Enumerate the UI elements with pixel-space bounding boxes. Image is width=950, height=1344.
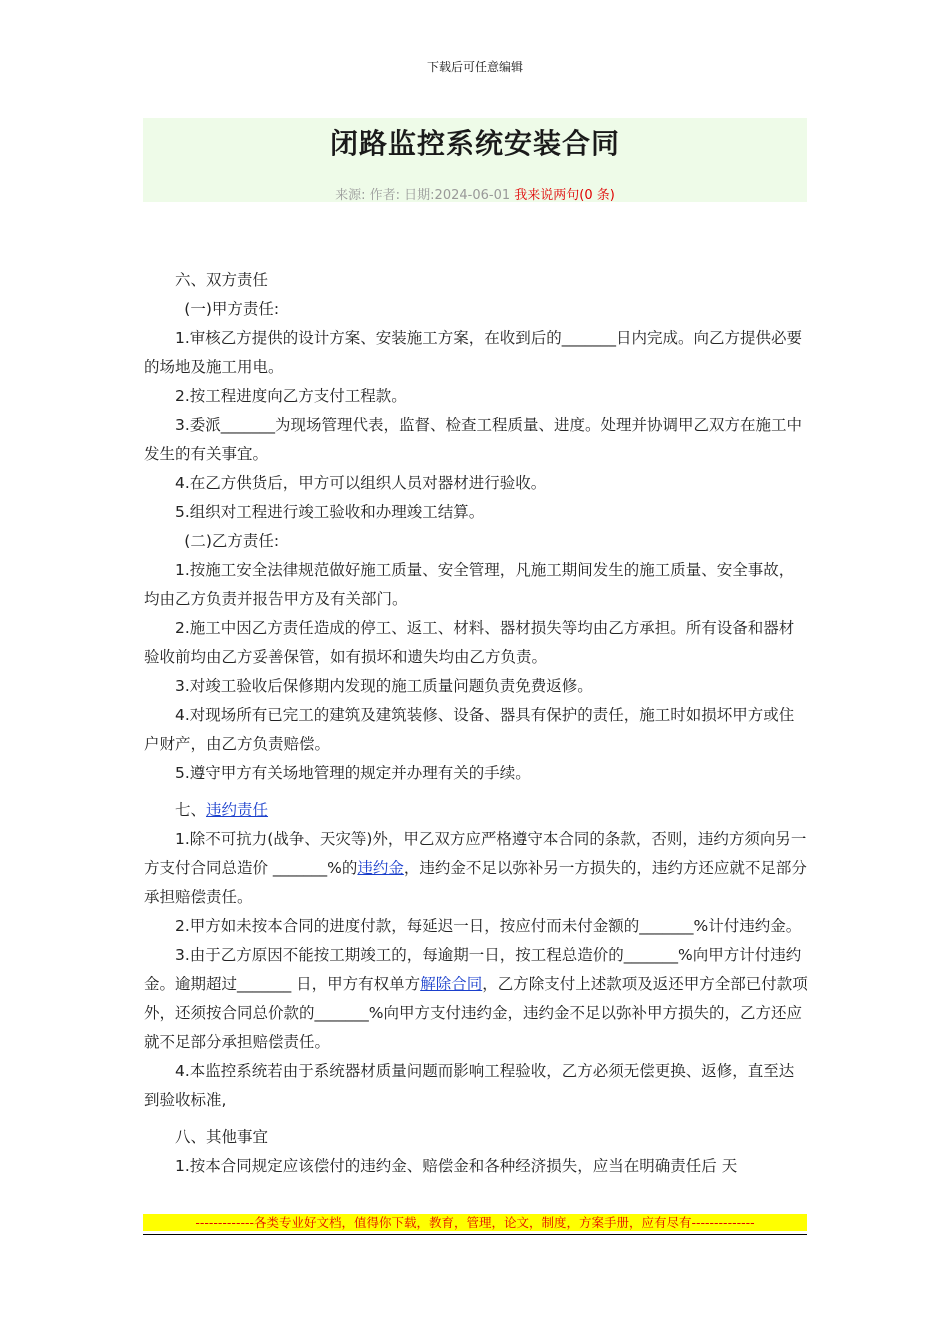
- penalty-link[interactable]: 违约金: [357, 859, 404, 877]
- clause-b3: 3.对竣工验收后保修期内发现的施工质量问题负责免费返修。: [175, 677, 593, 695]
- breach-liability-link[interactable]: 违约责任: [206, 801, 269, 819]
- clause-a4: 4.在乙方供货后，甲方可以组织人员对器材进行验收。: [175, 474, 547, 492]
- footer-banner: -------------各类专业好文档，值得你下载，教育，管理，论文，制度，方案手册，应有尽有--------------: [143, 1214, 807, 1231]
- section-7-prefix: 七、: [175, 801, 207, 819]
- clause-7-3-text-a: 3.由于乙方原因不能按工期竣工的，每逾期一日，按工程总造价的_______%向甲方计付违约金。逾期超过_______ 日，甲方有权单方: [144, 946, 802, 993]
- clause-b1: 1.按施工安全法律规范做好施工质量、安全管理，凡施工期间发生的施工质量、安全事故，均由乙方负责并报告甲方及有关部门。: [144, 561, 795, 608]
- clause-b5: 5.遵守甲方有关场地管理的规定并办理有关的手续。: [175, 764, 531, 782]
- party-b-heading: (二)乙方责任:: [184, 532, 280, 550]
- comment-link[interactable]: 我来说两句(0 条): [514, 188, 615, 203]
- document-body: [144, 266, 808, 1181]
- clause-7-1-text-a: 1.除不可抗力(战争、天灾等)外，甲乙双方应严格遵守本合同的条款，否则，违约方须向另一方支付合同总造价 _______%的: [144, 830, 807, 877]
- clause-b4: 4.对现场所有已完工的建筑及建筑装修、设备、器具有保护的责任，施工时如损坏甲方或住户财产，由乙方负责赔偿。: [144, 706, 795, 753]
- terminate-contract-link[interactable]: 解除合同: [420, 975, 483, 993]
- clause-a5: 5.组织对工程进行竣工验收和办理竣工结算。: [175, 503, 485, 521]
- section-8-heading: 八、其他事宜: [175, 1128, 269, 1146]
- meta-info: 来源: 作者: 日期:2024-06-01: [335, 188, 511, 203]
- article-meta: [143, 184, 807, 203]
- clause-7-3: [144, 941, 808, 1057]
- party-a-heading: (一)甲方责任:: [184, 300, 280, 318]
- footer-divider: [143, 1234, 807, 1235]
- download-note: 下载后可任意编辑: [426, 60, 523, 74]
- clause-7-4: 4.本监控系统若由于系统器材质量问题而影响工程验收，乙方必须无偿更换、返修，直至达到验收标准,: [144, 1062, 795, 1109]
- clause-7-1: [144, 825, 808, 912]
- clause-8-1: 1.按本合同规定应该偿付的违约金、赔偿金和各种经济损失，应当在明确责任后 天: [175, 1157, 738, 1175]
- clause-7-3-text-b: ，乙方除支付上述款项及返还甲方全部已付款项外，还须按合同总价款的_______%向甲方支付违约金，违约金不足以弥补甲方损失的，乙方还应就不足部分承担赔偿责任。: [144, 975, 808, 1051]
- clause-a3: 3.委派_______为现场管理代表，监督、检查工程质量、进度。处理并协调甲乙双方在施工中发生的有关事宜。: [144, 416, 803, 463]
- document-title: 闭路监控系统安装合同: [329, 127, 620, 160]
- section-7-heading: [144, 796, 808, 825]
- clause-7-2: 2.甲方如未按本合同的进度付款，每延迟一日，按应付而未付金额的_______%计付违约金。: [175, 917, 802, 935]
- clause-b2: 2.施工中因乙方责任造成的停工、返工、材料、器材损失等均由乙方承担。所有设备和器材验收前均由乙方妥善保管，如有损坏和遗失均由乙方负责。: [144, 619, 795, 666]
- clause-a2: 2.按工程进度向乙方支付工程款。: [175, 387, 407, 405]
- section-6-heading: 六、双方责任: [175, 271, 269, 289]
- clause-7-1-text-b: ，违约金不足以弥补另一方损失的，违约方还应就不足部分承担赔偿责任。: [144, 859, 807, 906]
- clause-a1: 1.审核乙方提供的设计方案、安装施工方案，在收到后的_______日内完成。向乙方提供必要的场地及施工用电。: [144, 329, 803, 376]
- article-header: [143, 118, 807, 202]
